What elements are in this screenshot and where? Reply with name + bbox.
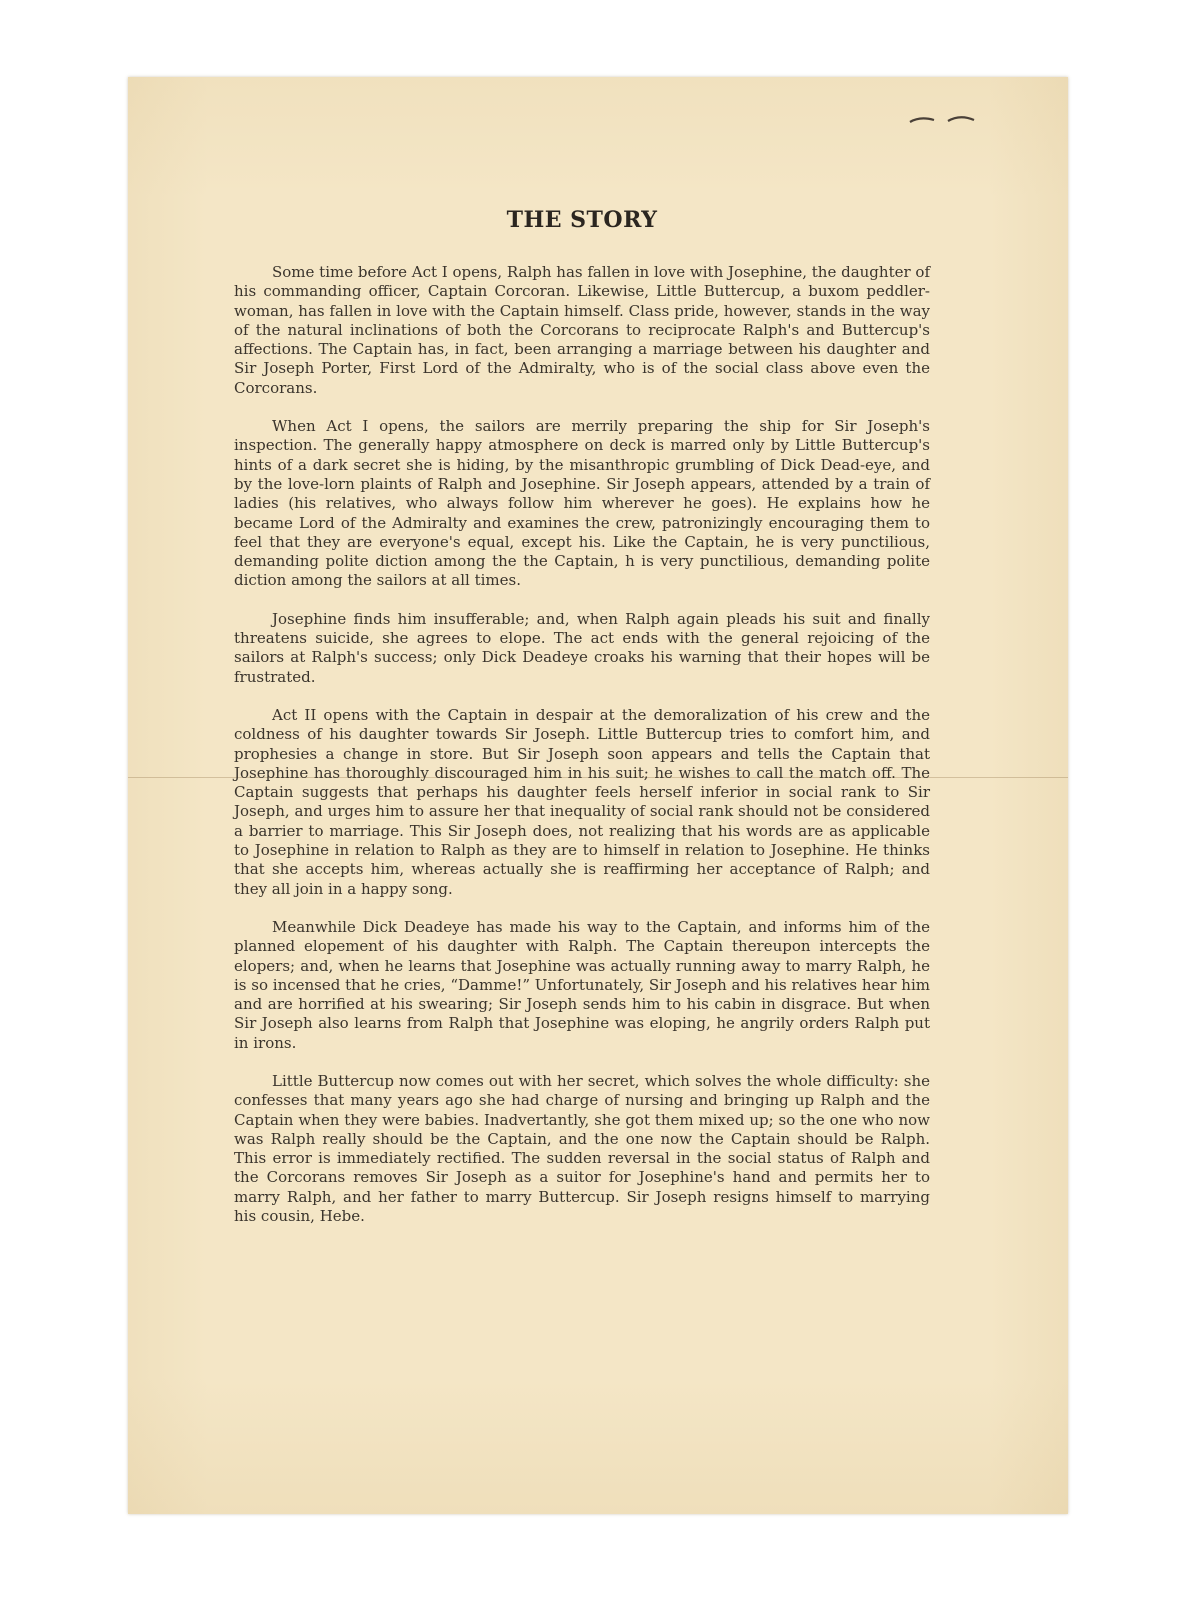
staple-icon <box>908 114 978 126</box>
paragraph-2: When Act I opens, the sailors are merrily preparing the ship for Sir Joseph's inspection. The generally happy atmosphere on deck is marred only by Little Buttercup's hints of a dark secret she is hiding, by the misanthropic grumbling of Dick Dead-eye, and by the love-lorn plaints of Ralph and Josephine. Sir Joseph appears, attended by a train of ladies (his relatives, who always follow him wherever he goes). He explains how he became Lord of the Admiralty and examines the crew, patronizingly encouraging them to feel that they are everyone's equal, except his. Like the Captain, he is very punctilious, demanding polite diction among the the Captain, h is very punctilious, demanding polite diction among the sailors at all times. <box>234 417 930 590</box>
paragraph-5: Meanwhile Dick Deadeye has made his way to the Captain, and informs him of the planned elopement of his daughter with Ralph. The Captain thereupon intercepts the elopers; and, when he learns that Josephine was actually running away to marry Ralph, he is so incensed that he cries, “Damme!” Unfortunately, Sir Joseph and his relatives hear him and are horrified at his swearing; Sir Joseph sends him to his cabin in disgrace. But when Sir Joseph also learns from Ralph that Josephine was eloping, he angrily orders Ralph put in irons. <box>234 917 930 1052</box>
paper-sheet <box>128 77 1068 1514</box>
document-body <box>234 207 930 1245</box>
paragraph-4: Act II opens with the Captain in despair at the demoralization of his crew and the coldness of his daughter towards Sir Joseph. Little Buttercup tries to comfort him, and prophesies a change in store. But Sir Joseph soon appears and tells the Captain that Josephine has thoroughly discouraged him in his suit; he wishes to call the match off. The Captain suggests that perhaps his daughter feels herself inferior in social rank to Sir Joseph, and urges him to assure her that inequality of social rank should not be considered a barrier to marriage. This Sir Joseph does, not realizing that his words are as applicable to Josephine in relation to Ralph as they are to himself in relation to Josephine. He thinks that she accepts him, whereas actually she is reaffirming her acceptance of Ralph; and they all join in a happy song. <box>234 705 930 898</box>
paragraph-1: Some time before Act I opens, Ralph has fallen in love with Josephine, the daughter of his commanding officer, Captain Corcoran. Likewise, Little Buttercup, a buxom peddler-woman, has fallen in love with the Captain himself. Class pride, however, stands in the way of the natural inclinations of both the Corcorans to reciprocate Ralph's and Buttercup's affections. The Captain has, in fact, been arranging a marriage between his daughter and Sir Joseph Porter, First Lord of the Admiralty, who is of the social class above even the Corcorans. <box>234 263 930 397</box>
paragraph-6: Little Buttercup now comes out with her secret, which solves the whole difficulty: she confesses that many years ago she had charge of nursing and bringing up Ralph and the Captain when they were babies. Inadvertantly, she got them mixed up; so the one who now was Ralph really should be the Captain, and the one now the Captain should be Ralph. This error is immediately rectified. The sudden reversal in the social status of Ralph and the Corcorans removes Sir Joseph as a suitor for Josephine's hand and permits her to marry Ralph, and her father to marry Buttercup. Sir Joseph resigns himself to marrying his cousin, Hebe. <box>234 1071 930 1226</box>
page-title: THE STORY <box>506 207 658 233</box>
paragraph-3: Josephine finds him insufferable; and, when Ralph again pleads his suit and finally threatens suicide, she agrees to elope. The act ends with the general rejoicing of the sailors at Ralph's success; only Dick Deadeye croaks his warning that their hopes will be frustrated. <box>234 609 930 686</box>
